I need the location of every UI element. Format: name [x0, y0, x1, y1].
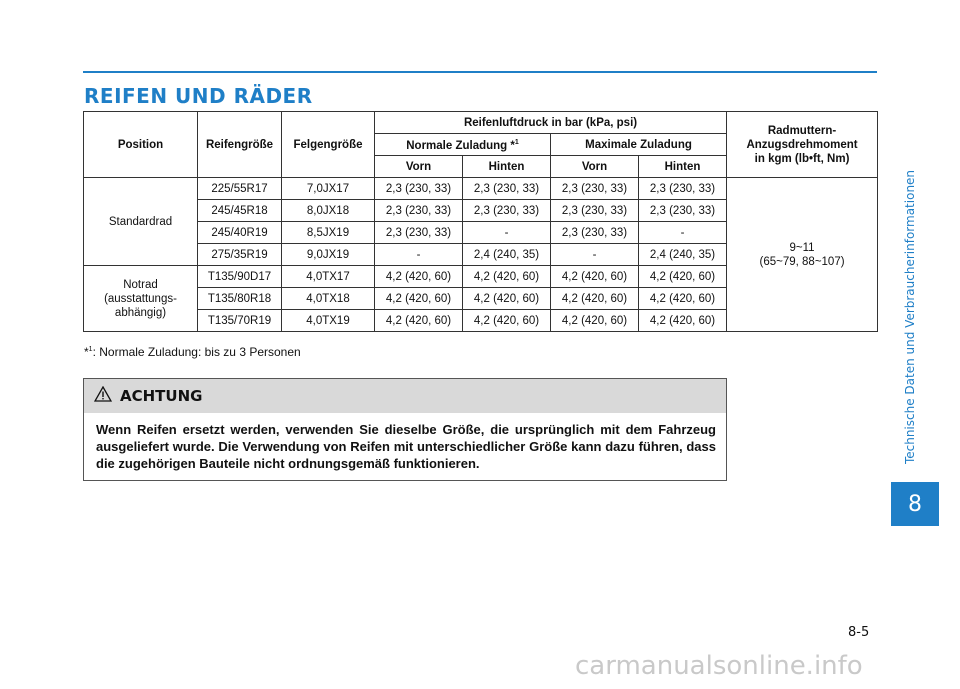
cell-max-rear: 2,4 (240, 35)	[639, 244, 727, 266]
cell-max-front: 4,2 (420, 60)	[551, 310, 639, 332]
cell-rim-size: 9,0JX19	[282, 244, 375, 266]
group-spare-line3: abhängig)	[114, 306, 167, 319]
header-max-rear: Hinten	[639, 156, 727, 178]
cell-max-front: 2,3 (230, 33)	[551, 200, 639, 222]
footnote-sup: 1	[88, 346, 93, 353]
cell-max-rear: 2,3 (230, 33)	[639, 200, 727, 222]
cell-rim-size: 8,0JX18	[282, 200, 375, 222]
cell-max-rear: 4,2 (420, 60)	[639, 310, 727, 332]
header-normal-rear: Hinten	[463, 156, 551, 178]
cell-max-front: 4,2 (420, 60)	[551, 288, 639, 310]
cell-rim-size: 4,0TX17	[282, 266, 375, 288]
cell-tire-size: 275/35R19	[198, 244, 282, 266]
cell-max-rear: -	[639, 222, 727, 244]
warning-box	[83, 378, 727, 481]
cell-rim-size: 4,0TX18	[282, 288, 375, 310]
header-max-front: Vorn	[551, 156, 639, 178]
section-title: REIFEN UND RÄDER	[84, 84, 313, 108]
cell-max-rear: 4,2 (420, 60)	[639, 266, 727, 288]
header-torque-line3: in kgm (lb•ft, Nm)	[754, 152, 850, 165]
cell-normal-rear: 2,4 (240, 35)	[463, 244, 551, 266]
cell-max-front: -	[551, 244, 639, 266]
cell-normal-rear: 4,2 (420, 60)	[463, 266, 551, 288]
cell-max-rear: 4,2 (420, 60)	[639, 288, 727, 310]
tire-spec-table	[83, 111, 878, 332]
header-max-load: Maximale Zuladung	[551, 134, 727, 156]
warning-title: ACHTUNG	[120, 387, 203, 405]
top-rule	[83, 71, 877, 73]
cell-tire-size: T135/80R18	[198, 288, 282, 310]
header-position: Position	[84, 112, 198, 178]
cell-normal-front: 2,3 (230, 33)	[375, 200, 463, 222]
cell-rim-size: 8,5JX19	[282, 222, 375, 244]
table-row	[84, 178, 878, 200]
page-number: 8-5	[848, 625, 870, 640]
header-normal-load-text: Normale Zuladung *	[406, 139, 515, 152]
cell-rim-size: 4,0TX19	[282, 310, 375, 332]
header-normal-load-sup: 1	[514, 139, 519, 147]
cell-normal-front: 4,2 (420, 60)	[375, 288, 463, 310]
header-pressure-group: Reifenluftdruck in bar (kPa, psi)	[375, 112, 727, 134]
watermark: carmanualsonline.info	[575, 651, 863, 681]
cell-normal-rear: 4,2 (420, 60)	[463, 288, 551, 310]
cell-normal-front: -	[375, 244, 463, 266]
chapter-number: 8	[908, 491, 922, 517]
cell-normal-front: 2,3 (230, 33)	[375, 222, 463, 244]
torque-value-line2: (65~79, 88~107)	[759, 255, 845, 268]
cell-normal-rear: 2,3 (230, 33)	[463, 178, 551, 200]
cell-tire-size: 245/40R19	[198, 222, 282, 244]
warning-body: Wenn Reifen ersetzt werden, verwenden Sie dieselbe Größe, die ursprünglich mit dem Fahrzeug ausgeliefert wurde. Die Verwendung von Reifen mit unterschiedlicher Größe kann dazu führen, dass die zugehörigen Bauteile nicht ordnungsgemäß funktionieren.	[96, 422, 716, 471]
cell-normal-front: 4,2 (420, 60)	[375, 266, 463, 288]
header-tire-size: Reifengröße	[198, 112, 282, 178]
torque-value-line1: 9~11	[789, 241, 815, 254]
cell-normal-front: 4,2 (420, 60)	[375, 310, 463, 332]
cell-normal-front: 2,3 (230, 33)	[375, 178, 463, 200]
cell-tire-size: 225/55R17	[198, 178, 282, 200]
header-torque	[727, 112, 878, 178]
cell-rim-size: 7,0JX17	[282, 178, 375, 200]
cell-tire-size: T135/70R19	[198, 310, 282, 332]
cell-max-rear: 2,3 (230, 33)	[639, 178, 727, 200]
warning-triangle-icon	[94, 386, 112, 406]
header-normal-load	[375, 134, 551, 156]
cell-tire-size: 245/45R18	[198, 200, 282, 222]
header-normal-front: Vorn	[375, 156, 463, 178]
cell-torque-value	[727, 178, 878, 332]
group-standard: Standardrad	[84, 178, 198, 266]
group-spare	[84, 266, 198, 332]
cell-max-front: 4,2 (420, 60)	[551, 266, 639, 288]
cell-max-front: 2,3 (230, 33)	[551, 178, 639, 200]
footnote-text: : Normale Zuladung: bis zu 3 Personen	[92, 345, 301, 359]
warning-header	[84, 379, 726, 413]
cell-normal-rear: -	[463, 222, 551, 244]
cell-normal-rear: 2,3 (230, 33)	[463, 200, 551, 222]
cell-max-front: 2,3 (230, 33)	[551, 222, 639, 244]
cell-normal-rear: 4,2 (420, 60)	[463, 310, 551, 332]
group-spare-line1: Notrad	[123, 278, 158, 291]
header-torque-line2: Anzugsdrehmoment	[746, 138, 858, 151]
footnote-marker: *	[84, 345, 89, 359]
header-rim-size: Felgengröße	[282, 112, 375, 178]
chapter-side-label: Technische Daten und Verbraucherinformationen	[903, 169, 917, 465]
header-torque-line1: Radmuttern-	[767, 124, 837, 137]
group-spare-line2: (ausstattungs-	[104, 292, 177, 305]
chapter-tab[interactable]	[891, 482, 939, 526]
cell-tire-size: T135/90D17	[198, 266, 282, 288]
footnote	[84, 345, 301, 359]
